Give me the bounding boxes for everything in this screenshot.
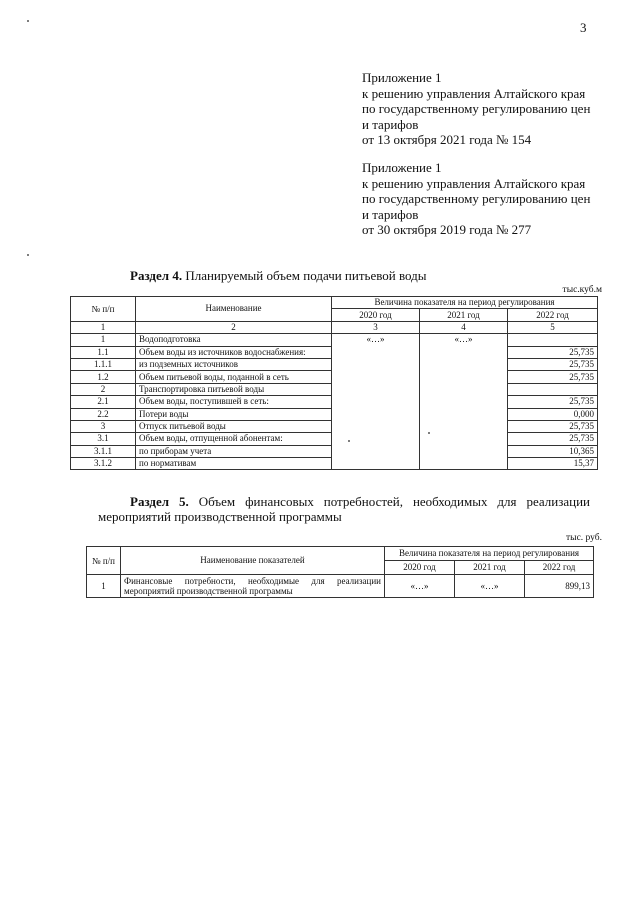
header-year-2020: 2020 год <box>332 309 420 321</box>
section5-title <box>98 494 590 524</box>
row-name: Отпуск питьевой воды <box>136 420 332 432</box>
row-value-2022: 10,365 <box>508 445 598 457</box>
table-row <box>71 334 598 346</box>
row-value-2022: 15,37 <box>508 458 598 470</box>
appendix-line: и тарифов <box>362 116 419 132</box>
section4-table <box>70 296 598 470</box>
row-num: 2 <box>71 383 136 395</box>
header-period: Величина показателя на период регулирования <box>332 297 598 309</box>
row-value-2022: 25,735 <box>508 346 598 358</box>
appendix-line: к решению управления Алтайского края <box>362 85 586 101</box>
section5-table <box>86 546 594 598</box>
appendix-line: по государственному регулированию цен <box>362 191 591 206</box>
appendix-block-previous <box>362 160 590 238</box>
row-value-2020: «…» <box>385 575 455 598</box>
header-year-2022: 2022 год <box>525 561 594 575</box>
row-name: Потери воды <box>136 408 332 420</box>
row-name: Объем воды, отпущенной абонентам: <box>136 433 332 445</box>
row-value-2022: 0,000 <box>508 408 598 420</box>
scan-mark <box>348 440 350 442</box>
appendix-line: к решению управления Алтайского края <box>362 175 586 191</box>
row-name: по приборам учета <box>136 445 332 457</box>
header-name: Наименование <box>136 297 332 322</box>
row-name: Объем питьевой воды, поданной в сеть <box>136 371 332 383</box>
row-value-2021: «…» <box>455 575 525 598</box>
header-year-2022: 2022 год <box>508 309 598 321</box>
row-name: Объем воды из источников водоснабжения: <box>136 346 332 358</box>
row-value-2022: 25,735 <box>508 420 598 432</box>
row-num: 2.1 <box>71 396 136 408</box>
page-number: 3 <box>580 20 587 35</box>
table-row <box>87 575 594 598</box>
section5-unit: тыс. руб. <box>566 533 602 543</box>
scan-mark <box>27 254 29 256</box>
row-name: Объем воды, поступившей в сеть: <box>136 396 332 408</box>
section4-unit: тыс.куб.м <box>562 285 602 295</box>
header-name: Наименование показателей <box>121 547 385 575</box>
row-num: 3.1.1 <box>71 445 136 457</box>
row-name: из подземных источников <box>136 358 332 370</box>
col-number: 5 <box>508 321 598 333</box>
appendix-line: Приложение 1 <box>362 160 442 175</box>
row-name: Транспортировка питьевой воды <box>136 383 332 395</box>
section4-label: Раздел 4. <box>130 268 183 283</box>
row-name: Финансовые потребности, необходимые для реализации мероприятий производственной программы <box>121 575 385 598</box>
value-2021-merged: «…» <box>420 334 508 470</box>
row-value-2022: 25,735 <box>508 358 598 370</box>
row-value-2022: 25,735 <box>508 396 598 408</box>
row-value-2022: 899,13 <box>525 575 594 598</box>
value-2020-merged: «…» <box>332 334 420 470</box>
col-number: 1 <box>71 321 136 333</box>
appendix-line: Приложение 1 <box>362 70 442 85</box>
row-num: 1.2 <box>71 371 136 383</box>
header-num: № п/п <box>87 547 121 575</box>
row-num: 1 <box>71 334 136 346</box>
section5-label: Раздел 5. <box>130 494 189 509</box>
row-name: по нормативам <box>136 458 332 470</box>
col-number: 3 <box>332 321 420 333</box>
section4-title-text: Планируемый объем подачи питьевой воды <box>185 268 427 283</box>
scan-mark <box>428 432 430 434</box>
appendix-block-current <box>362 70 590 148</box>
row-value-2022: 25,735 <box>508 433 598 445</box>
row-num: 3 <box>71 420 136 432</box>
header-year-2021: 2021 год <box>455 561 525 575</box>
row-value-2022 <box>508 383 598 395</box>
header-num: № п/п <box>71 297 136 322</box>
row-num: 3.1 <box>71 433 136 445</box>
col-number: 4 <box>420 321 508 333</box>
appendix-line: от 13 октября 2021 года № 154 <box>362 132 532 147</box>
row-num: 3.1.2 <box>71 458 136 470</box>
header-period: Величина показателя на период регулирования <box>385 547 594 561</box>
row-name: Водоподготовка <box>136 334 332 346</box>
header-year-2021: 2021 год <box>420 309 508 321</box>
row-value-2022: 25,735 <box>508 371 598 383</box>
appendix-line: по государственному регулированию цен <box>362 101 591 116</box>
scan-mark <box>27 20 29 22</box>
row-num: 2.2 <box>71 408 136 420</box>
col-number: 2 <box>136 321 332 333</box>
appendix-line: и тарифов <box>362 206 419 222</box>
header-year-2020: 2020 год <box>385 561 455 575</box>
row-num: 1.1 <box>71 346 136 358</box>
appendix-line: от 30 октября 2019 года № 277 <box>362 222 532 237</box>
section4-title <box>130 268 427 284</box>
row-value-2022 <box>508 334 598 346</box>
row-num: 1.1.1 <box>71 358 136 370</box>
row-num: 1 <box>87 575 121 598</box>
section5-title-text: Объем финансовых потребностей, необходимых для реализации мероприятий производственной программы <box>98 494 590 524</box>
